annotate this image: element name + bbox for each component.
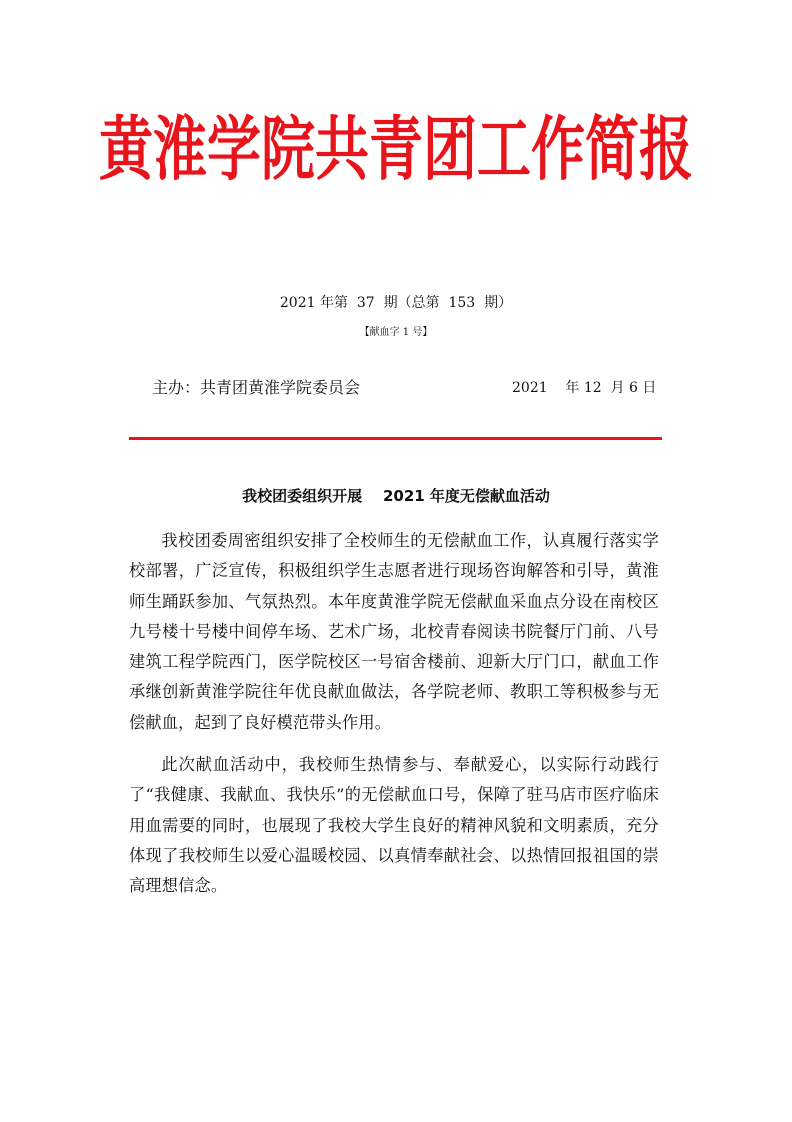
article-title: 我校团委组织开展 2021 年度无偿献血活动 [242,487,550,505]
issue-date: 2021 年 12 月 6 日 [512,380,657,396]
red-divider [129,437,662,440]
sponsor-line: 主办：共青团黄淮学院委员会 [152,378,361,397]
article-paragraph: 我校团委周密组织安排了全校师生的无偿献血工作，认真履行落实学校部署，广泛宣传，积极组织学生志愿者进行现场咨询解答和引导，黄淮师生踊跃参加、气氛热烈。本年度黄淮学院无偿献血采血点分设在南校区九号楼十号楼中间停车场、艺术广场，北校青春阅读书院餐厅门前、八号建筑工程学院西门，医学院校区一号宿舍楼前、迎新大厅门口，献血工作承继创新黄淮学院往年优良献血做法，各学院老师、教职工等积极参与无偿献血，起到了良好模范带头作用。 [129,531,659,732]
article-body [129,526,659,902]
issue-line: 2021 年第 37 期（总第 153 期） [279,295,513,311]
masthead-title: 黄淮学院共青团工作简报 [99,107,693,190]
article-paragraph: 此次献血活动中，我校师生热情参与、奉献爱心，以实际行动践行了“我健康、我献血、我快乐”的无偿献血口号，保障了驻马店市医疗临床用血需要的同时，也展现了我校大学生良好的精神风貌和文明素质，充分体现了我校师生以爱心温暖校园、以真情奉献社会、以热情回报祖国的崇高理想信念。 [129,755,659,896]
document-number: 【献血字 1 号】 [359,327,433,338]
